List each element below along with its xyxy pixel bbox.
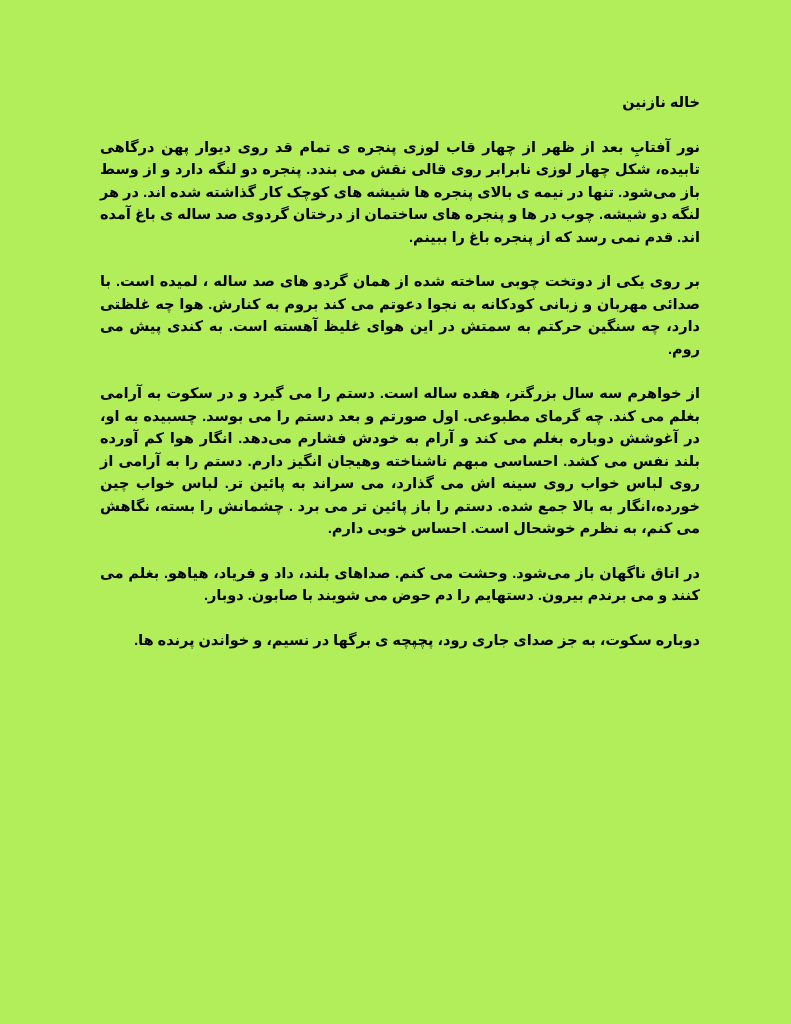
paragraph-4: در اتاق ناگهان باز می‌شود. وحشت می کنم. صداهای بلند، داد و فریاد، هیاهو. بغلم می کنند و می برندم بیرون. دستهایم را دم حوض می شویند با صابون. دوبار. [100, 565, 700, 604]
paragraph-2: بر روی یکی از دوتخت چوبی ساخته شده از همان گردو های صد ساله ، لمیده است. با صدائی مهربان و زبانی کودکانه به نجوا دعوتم می کند بروم به کنارش. هوا چه غلظتی دارد، چه سنگین حرکتم به سمتش در این هوای غلیظ آهسته است. به کندی پیش می روم. [100, 274, 700, 358]
document-body [100, 92, 700, 674]
paragraph-3: از خواهرم سه سال بزرگتر، هفده ساله است. دستم را می گیرد و در سکوت به آرامی بغلم می کند. چه گرمای مطبوعی. اول صورتم و بعد دستم را می بوسد. چسبیده به او، در آغوشش دوباره بغلم می کند و آرام به خودش فشارم می‌دهد. انگار هوا کم آورده بلند نفس می کشد. احساسی مبهم ناشناخته وهیجان انگیز دارم. دستم را به آرامی از روی لباس خواب روی سینه اش می گذارد، می سراند به پائین تر. لباس خواب چین خورده،انگار به بالا جمع شده. دستم را باز پائین تر می برد . چشمانش را بسته، نگاهش می کنم، به نظرم خوشحال است. احساس خوبی دارم. [100, 386, 700, 537]
paragraph-5: دوباره سکوت، به جز صدای جاری رود، پچپچه ی برگها در نسیم، و خواندن پرنده ها. [134, 632, 700, 649]
paragraph-1: نور آفتابِ بعد از ظهر از چهار قاب لوزی پنجره ی تمام قد روی دیوار پهن درگاهی تابیده، شکل چهار لوزی نابرابر روی قالی نقش می بندد. پنجره دو لنگه دارد و از وسط باز می‌شود. تنها در نیمه ی بالای پنجره ها شیشه های کوچک کار گذاشته شده اند. در هر لنگه دو شیشه. چوب در ها و پنجره های ساختمان از درختان گردوی صد ساله ی باغ آمده اند. قدم نمی رسد که از پنجره باغ را ببینم. [100, 139, 700, 246]
document-title: خاله نازنین [622, 95, 700, 111]
